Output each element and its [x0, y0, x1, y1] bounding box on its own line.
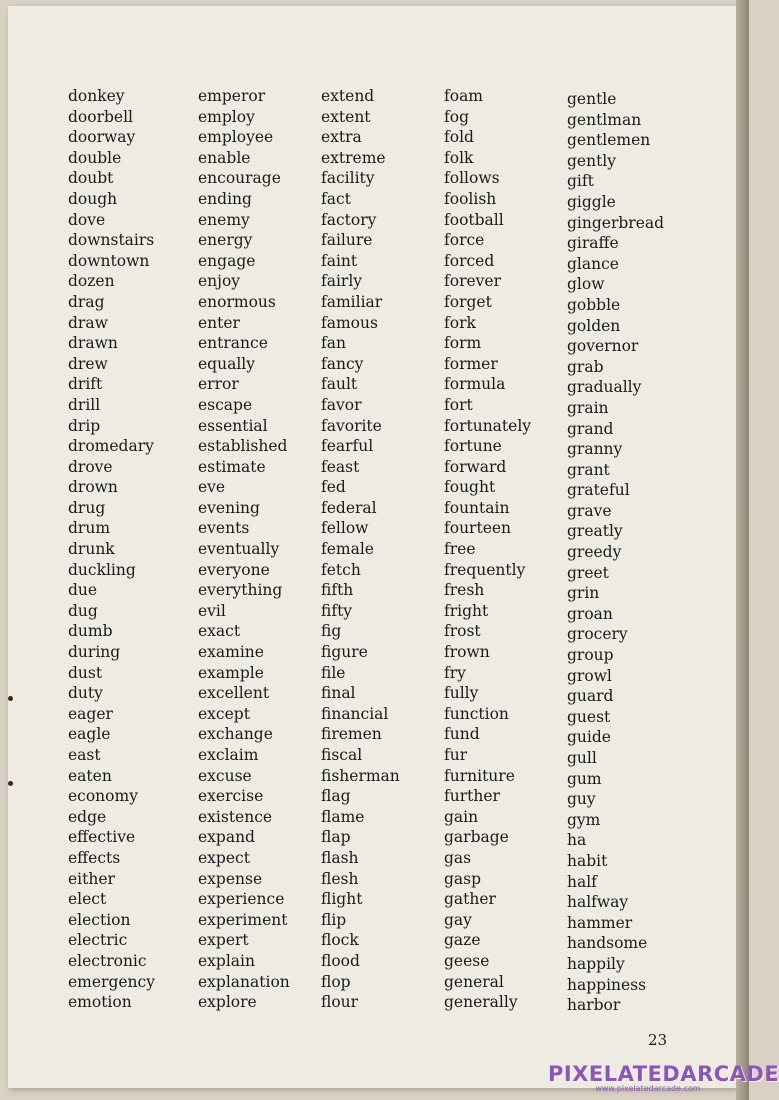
word-item: figure — [321, 643, 368, 662]
word-item: facility — [321, 169, 375, 188]
word-item: former — [444, 354, 498, 373]
word-item: eagle — [68, 725, 111, 744]
word-item: grave — [567, 501, 612, 520]
word-item: fifth — [321, 581, 354, 600]
word-item: flock — [321, 931, 359, 950]
word-item: flight — [321, 890, 363, 909]
word-item: fault — [321, 375, 358, 394]
word-item: eventually — [198, 540, 280, 559]
word-item: fearful — [321, 437, 374, 456]
word-item: fresh — [444, 581, 485, 600]
word-item: grant — [567, 460, 610, 479]
word-item: form — [444, 334, 482, 353]
book-page — [8, 6, 736, 1088]
word-item: gas — [444, 848, 472, 867]
word-item: generally — [444, 993, 518, 1012]
page-number: 23 — [648, 1031, 668, 1049]
word-item: fact — [321, 189, 351, 208]
word-item: fetch — [321, 560, 361, 579]
word-item: enable — [198, 148, 251, 167]
word-item: drawn — [68, 334, 118, 353]
word-item: frequently — [444, 560, 526, 579]
word-item: estimate — [198, 457, 266, 476]
word-item: gentlman — [567, 110, 642, 129]
watermark-url: www.pixelatedarcade.com — [595, 1084, 701, 1093]
word-item: drag — [68, 292, 105, 311]
word-item: everyone — [198, 560, 270, 579]
word-item: dug — [68, 601, 98, 620]
word-item: factory — [321, 210, 377, 229]
word-item: evil — [198, 601, 226, 620]
word-item: growl — [567, 666, 612, 685]
word-item: drown — [68, 478, 118, 497]
word-item: essential — [198, 416, 268, 435]
word-item: entrance — [198, 334, 268, 353]
word-item: flap — [321, 828, 351, 847]
word-item: grateful — [567, 481, 630, 500]
word-item: gull — [567, 749, 597, 767]
word-item: female — [321, 540, 374, 559]
word-item: fright — [444, 601, 489, 620]
word-item: extreme — [321, 148, 386, 167]
word-item: extend — [321, 87, 375, 105]
word-item: expect — [198, 848, 250, 867]
word-item: either — [68, 869, 115, 888]
word-item: dough — [68, 189, 118, 208]
word-item: error — [198, 375, 239, 394]
word-item: favorite — [321, 416, 382, 435]
word-item: draw — [68, 313, 108, 332]
word-item: dove — [68, 210, 106, 229]
binding-hole-mark — [8, 696, 13, 701]
word-item: example — [198, 663, 264, 682]
word-item: dumb — [68, 622, 113, 641]
word-item: fry — [444, 663, 466, 682]
word-item: duckling — [68, 560, 136, 579]
word-item: halfway — [567, 893, 629, 912]
word-item: gentlemen — [567, 131, 651, 150]
word-item: expand — [198, 828, 255, 847]
word-item: half — [567, 872, 597, 891]
word-item: downstairs — [68, 231, 155, 250]
word-item: harbor — [567, 996, 621, 1015]
word-item: flood — [321, 951, 360, 970]
word-item: football — [444, 210, 504, 229]
word-item: election — [68, 910, 131, 929]
word-item: effects — [68, 848, 121, 867]
word-item: fifty — [321, 601, 353, 620]
watermark — [548, 1062, 779, 1093]
word-item: expert — [198, 931, 249, 950]
word-item: fully — [444, 684, 479, 703]
word-item: enjoy — [198, 272, 241, 291]
word-item: federal — [321, 498, 377, 517]
word-item: fought — [444, 478, 496, 497]
word-column-5 — [567, 89, 664, 1016]
word-item: grin — [567, 584, 600, 603]
word-item: dust — [68, 663, 103, 682]
word-item: grab — [567, 357, 604, 376]
word-item: exclaim — [198, 746, 259, 764]
word-item: further — [444, 787, 500, 806]
word-item: failure — [321, 231, 373, 250]
word-item: grain — [567, 398, 609, 417]
word-item: gradually — [567, 378, 642, 397]
word-item: forced — [444, 251, 495, 270]
word-item: drift — [68, 375, 103, 394]
word-item: forward — [444, 457, 507, 476]
word-item: forget — [444, 292, 492, 311]
word-item: fisherman — [321, 766, 400, 785]
word-item: fig — [321, 622, 342, 641]
word-column-3 — [321, 86, 400, 1013]
word-item: governor — [567, 337, 639, 356]
word-item: explain — [198, 951, 255, 970]
word-item: encourage — [198, 169, 281, 188]
word-item: drew — [68, 354, 108, 373]
word-item: explanation — [198, 972, 290, 991]
word-item: gingerbread — [567, 213, 665, 232]
word-item: events — [198, 519, 250, 538]
word-item: drove — [68, 457, 113, 476]
word-item: greedy — [567, 543, 622, 562]
word-item: foam — [444, 87, 484, 105]
word-column-1 — [68, 86, 155, 1013]
word-item: groan — [567, 604, 613, 623]
watermark-title: PIXELATEDARCADE — [548, 1062, 779, 1086]
word-item: grand — [567, 419, 614, 438]
word-item: guide — [567, 728, 611, 747]
word-item: fortunately — [444, 416, 532, 435]
word-item: giraffe — [567, 234, 619, 253]
word-item: follows — [444, 169, 500, 188]
word-item: gain — [444, 807, 479, 826]
word-item: financial — [321, 704, 389, 723]
word-item: flour — [321, 993, 359, 1012]
word-item: electronic — [68, 951, 147, 970]
word-item: doorway — [68, 128, 136, 147]
word-item: gaze — [444, 931, 481, 950]
word-item: golden — [567, 316, 621, 335]
word-item: downtown — [68, 251, 150, 270]
word-item: gym — [567, 810, 601, 829]
word-item: employee — [198, 128, 274, 147]
word-item: doubt — [68, 169, 114, 188]
word-item: flip — [321, 910, 347, 929]
word-item: enemy — [198, 210, 250, 229]
word-item: gasp — [444, 869, 482, 888]
word-item: fork — [444, 313, 476, 332]
binding-hole-mark — [8, 781, 13, 786]
word-item: eaten — [68, 766, 112, 785]
word-item: glance — [567, 254, 619, 273]
word-item: fan — [321, 334, 346, 353]
word-item: free — [444, 540, 476, 559]
word-item: gum — [567, 769, 602, 788]
word-item: group — [567, 646, 614, 665]
word-item: guard — [567, 687, 614, 706]
word-item: fiscal — [321, 746, 363, 764]
word-item: examine — [198, 643, 264, 662]
word-item: grocery — [567, 625, 628, 644]
word-item: flesh — [321, 869, 359, 888]
word-item: gently — [567, 151, 617, 170]
word-item: eager — [68, 704, 113, 723]
word-item: fancy — [321, 354, 364, 373]
word-item: habit — [567, 851, 608, 870]
word-item: dromedary — [68, 437, 154, 456]
word-item: favor — [321, 395, 362, 414]
word-item: donkey — [68, 87, 125, 105]
word-item: expense — [198, 869, 263, 888]
word-item: extent — [321, 107, 371, 126]
word-item: gather — [444, 890, 496, 909]
word-item: emergency — [68, 972, 155, 991]
word-item: emperor — [198, 87, 266, 105]
word-item: experiment — [198, 910, 288, 929]
word-item: fairly — [321, 272, 363, 291]
word-item: exercise — [198, 787, 264, 806]
word-item: excellent — [198, 684, 270, 703]
word-item: equally — [198, 354, 255, 373]
word-item: enormous — [198, 292, 276, 311]
word-item: folk — [444, 148, 474, 167]
word-item: flash — [321, 848, 359, 867]
word-column-4 — [444, 86, 531, 1013]
word-item: gobble — [567, 295, 621, 314]
word-item: fortune — [444, 437, 502, 456]
word-item: evening — [198, 498, 260, 517]
word-item: glow — [567, 275, 605, 294]
word-item: engage — [198, 251, 256, 270]
word-item: function — [444, 704, 509, 723]
word-item: flame — [321, 807, 365, 826]
word-item: drill — [68, 395, 101, 414]
word-item: energy — [198, 231, 253, 250]
word-item: fold — [444, 128, 474, 147]
word-item: flag — [321, 787, 351, 806]
word-item: drunk — [68, 540, 115, 559]
word-item: force — [444, 231, 485, 250]
word-item: foolish — [444, 189, 497, 208]
word-item: due — [68, 581, 98, 600]
word-item: fountain — [444, 498, 510, 517]
word-item: feast — [321, 457, 360, 476]
word-item: exact — [198, 622, 241, 641]
word-item: giggle — [567, 192, 616, 211]
word-item: east — [68, 746, 101, 764]
word-item: effective — [68, 828, 136, 847]
page-edge-shadow — [736, 0, 749, 1100]
word-item: furniture — [444, 766, 515, 785]
word-item: gentle — [567, 90, 617, 108]
word-item: fed — [321, 478, 346, 497]
word-item: fourteen — [444, 519, 512, 538]
word-item: edge — [68, 807, 107, 826]
word-item: except — [198, 704, 250, 723]
word-item: existence — [198, 807, 273, 826]
word-item: fort — [444, 395, 473, 414]
word-item: happily — [567, 954, 625, 973]
word-item: greatly — [567, 522, 623, 541]
word-item: file — [321, 663, 346, 682]
word-item: guy — [567, 790, 596, 809]
word-item: handsome — [567, 934, 648, 953]
word-item: ha — [567, 831, 587, 850]
word-item: fur — [444, 746, 468, 764]
word-item: enter — [198, 313, 240, 332]
word-item: gift — [567, 172, 594, 191]
word-item: electric — [68, 931, 128, 950]
word-item: familiar — [321, 292, 383, 311]
word-item: final — [321, 684, 356, 703]
word-item: eve — [198, 478, 226, 497]
word-item: granny — [567, 440, 623, 459]
word-item: formula — [444, 375, 506, 394]
word-item: explore — [198, 993, 257, 1012]
word-item: ending — [198, 189, 252, 208]
word-item: experience — [198, 890, 285, 909]
word-item: greet — [567, 563, 609, 582]
word-item: fog — [444, 107, 469, 126]
word-item: drum — [68, 519, 111, 538]
word-item: excuse — [198, 766, 252, 785]
word-item: employ — [198, 107, 255, 126]
word-item: double — [68, 148, 122, 167]
word-item: extra — [321, 128, 362, 147]
word-item: firemen — [321, 725, 382, 744]
word-item: everything — [198, 581, 283, 600]
word-item: economy — [68, 787, 138, 806]
word-item: established — [198, 437, 288, 456]
word-item: geese — [444, 951, 490, 970]
word-item: exchange — [198, 725, 273, 744]
word-column-2 — [198, 86, 290, 1013]
word-item: dozen — [68, 272, 115, 291]
word-item: flop — [321, 972, 351, 991]
word-item: guest — [567, 707, 611, 726]
word-item: faint — [321, 251, 358, 270]
word-item: happiness — [567, 975, 647, 994]
word-item: escape — [198, 395, 253, 414]
word-item: fund — [444, 725, 480, 744]
word-item: frost — [444, 622, 481, 641]
word-item: emotion — [68, 993, 132, 1012]
word-item: drug — [68, 498, 106, 517]
word-item: during — [68, 643, 121, 662]
word-item: drip — [68, 416, 101, 435]
word-item: famous — [321, 313, 378, 332]
word-item: elect — [68, 890, 107, 909]
word-item: gay — [444, 910, 472, 929]
word-item: fellow — [321, 519, 369, 538]
word-item: doorbell — [68, 107, 134, 126]
word-item: general — [444, 972, 504, 991]
word-item: hammer — [567, 913, 633, 932]
word-item: forever — [444, 272, 501, 291]
word-item: duty — [68, 684, 103, 703]
word-item: frown — [444, 643, 490, 662]
word-item: garbage — [444, 828, 509, 847]
